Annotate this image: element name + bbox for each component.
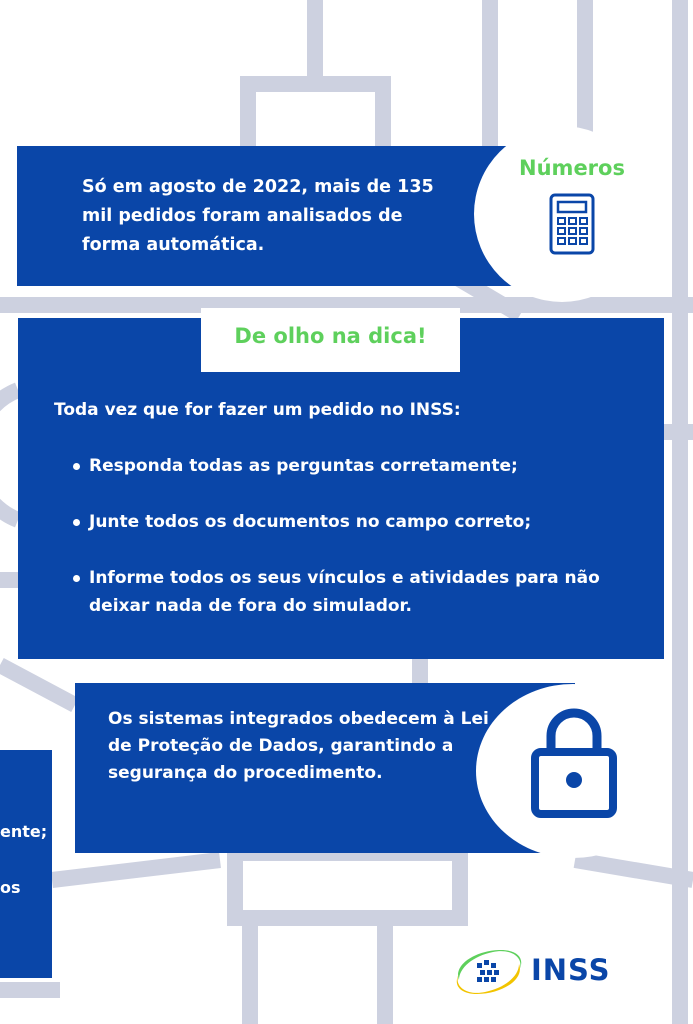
partial-card (0, 750, 52, 978)
tip-item: Junte todos os documentos no campo correto; (70, 508, 650, 536)
tip-list-2 (70, 508, 650, 536)
partial-card-line-2: os (0, 878, 21, 897)
numbers-card-text: Só em agosto de 2022, mais de 135 mil pedidos foram analisados de forma automática. (82, 177, 434, 255)
tip-list-3 (70, 564, 650, 620)
numbers-heading: Números (519, 156, 625, 180)
tip-heading: De olho na dica! (234, 324, 427, 348)
tip-intro: Toda vez que for fazer um pedido no INSS: (54, 400, 461, 420)
tip-item: Informe todos os seus vínculos e atividades para não deixar nada de fora do simulador. (70, 564, 650, 620)
inss-logo-text: INSS (531, 953, 611, 987)
calculator-icon (549, 193, 595, 255)
tip-list-1 (70, 452, 650, 480)
partial-card-line-1: ente; (0, 822, 48, 841)
privacy-card-text: Os sistemas integrados obedecem à Lei de Proteção de Dados, garantindo a segurança do procedimento. (108, 709, 489, 783)
lock-icon (531, 706, 617, 818)
tip-item: Responda todas as perguntas corretamente; (70, 452, 650, 480)
inss-logo-icon (453, 946, 525, 998)
